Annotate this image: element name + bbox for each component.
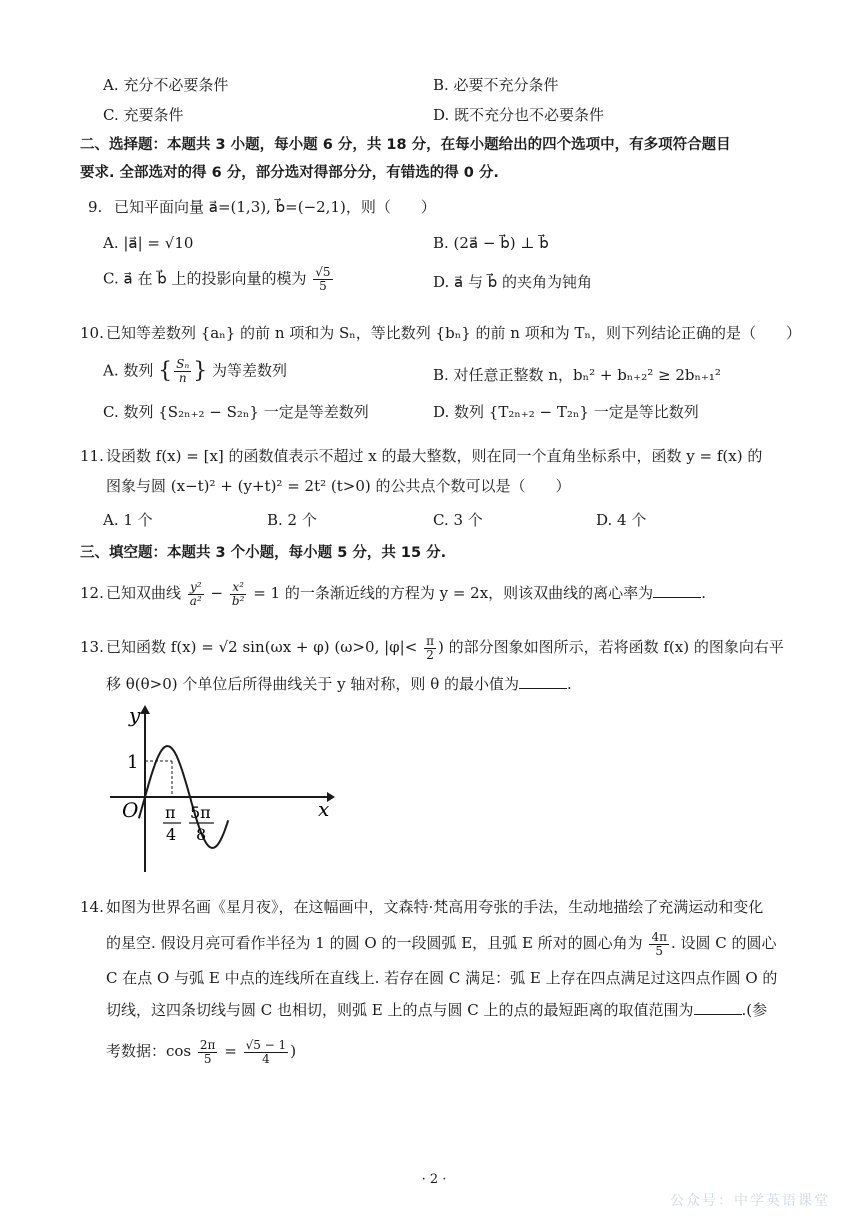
q10-number: 10.: [80, 324, 104, 342]
q12-fraction-y: $\frac{\text{y²}}{\text{a²}}$: [189, 579, 202, 608]
q11-option-b: B. 2 个: [267, 511, 317, 529]
q8-option-b: B. 必要不充分条件: [433, 76, 559, 94]
q11-stem-line1: 11. 设函数 f(x) = [x] 的函数值表示不超过 x 的最大整数，则在同一个直角坐标系中，函数 y = f(x) 的: [80, 447, 763, 465]
q12-number: 12.: [80, 584, 104, 602]
q13-stem-line2: 移 θ(θ>0) 个单位后所得曲线关于 y 轴对称，则 θ 的最小值为 .: [106, 675, 572, 693]
q14-stem-line4: 切线，这四条切线与圆 C 也相切，则弧 E 上的点与圆 C 上的点的最短距离的取值范围为 .(参: [106, 1001, 768, 1019]
x-tick-pi4-den: 4: [166, 825, 177, 844]
q14-number: 14.: [80, 898, 104, 916]
watermark: 公众号：中学英语课堂: [670, 1193, 830, 1209]
q14-fraction-2pi-5: $\frac{2\pi}{5}$: [199, 1037, 216, 1066]
q13-number: 13.: [80, 638, 104, 656]
q9-option-d: D. a⃗ 与 b⃗ 的夹角为钝角: [433, 273, 593, 291]
q8-option-a: A. 充分不必要条件: [103, 76, 229, 94]
q14-fraction-4pi-5: $\frac{4\pi}{5}$: [651, 929, 667, 958]
q12-answer-blank[interactable]: [653, 583, 701, 598]
q12-stem: 12. 已知双曲线 $\frac{\text{y²}}{\text{a²}}$ − $\frac{\text{x²}}{\text{b²}}$ = 1 的一条渐近线的方程为 y = 2x，则该双曲线的离心率为 .: [80, 579, 706, 608]
q9-option-c-text: C. a⃗ 在 b⃗ 上的投影向量的模为: [103, 269, 307, 288]
q11-option-c: C. 3 个: [433, 511, 483, 529]
q13-sine-graph: [105, 700, 335, 880]
q8-option-d: D. 既不充分也不必要条件: [433, 106, 605, 124]
x-tick-pi4-num: π: [165, 803, 176, 822]
x-axis-label: x: [318, 797, 330, 821]
y-axis-arrow-icon: [140, 705, 150, 714]
q13-answer-blank[interactable]: [519, 674, 567, 689]
q14-fraction-sqrt5: $\frac{√5 - 1}{4}$: [245, 1037, 287, 1066]
q10-option-a-fraction: $\frac{\text{Sₙ}}{n}$: [176, 357, 190, 385]
q14-stem-line3: C 在点 O 与弧 E 中点的连线所在直线上. 若存在圆 C 满足：弧 E 上存在四点满足过这四点作圆 O 的: [106, 969, 778, 987]
q13-stem-line1: 13. 已知函数 f(x) = √2 sin(ωx + φ) (ω>0, |φ|< $\frac{\pi}{2}$ ) 的部分图象如图所示，若将函数 f(x) 的图象向右平: [80, 633, 784, 662]
q14-stem-line5: 考数据：cos $\frac{2\pi}{5}$ = $\frac{√5 - 1}{4}$ ): [106, 1037, 297, 1066]
x-tick-5pi8-num: 5π: [190, 803, 211, 822]
section2-heading-line1: 二、选择题：本题共 3 小题，每小题 6 分，共 18 分，在每小题给出的四个选项中，有多项符合题目: [80, 137, 731, 153]
q9-option-c-fraction: $\frac{√5}{5}$: [315, 265, 331, 293]
q10-stem-text: 已知等差数列 {aₙ} 的前 n 项和为 Sₙ，等比数列 {bₙ} 的前 n 项和为 Tₙ，则下列结论正确的是（ ）: [106, 324, 801, 342]
q11-stem-line2: 图象与圆 (x−t)² + (y+t)² = 2t² (t>0) 的公共点个数可以是（ ）: [106, 477, 571, 495]
q10-option-b: B. 对任意正整数 n，bₙ² + bₙ₊₂² ≥ 2bₙ₊₁²: [433, 366, 721, 384]
q11-number: 11.: [80, 447, 104, 465]
y-axis-label: y: [129, 703, 141, 727]
y-tick-1: 1: [127, 752, 139, 773]
q9-option-b: B. (2a⃗ − b⃗) ⊥ b⃗: [433, 234, 549, 252]
page-number: · 2 ·: [421, 1172, 447, 1187]
q10-option-d: D. 数列 {T₂ₙ₊₂ − T₂ₙ} 一定是等比数列: [433, 403, 699, 421]
section3-heading: 三、填空题：本题共 3 个小题，每小题 5 分，共 15 分.: [80, 545, 447, 561]
q12-fraction-x: $\frac{\text{x²}}{\text{b²}}$: [231, 579, 245, 608]
q13-fraction-pi-2: $\frac{\pi}{2}$: [426, 633, 434, 662]
q14-stem-line2: 的星空. 假设月亮可看作半径为 1 的圆 O 的一段圆弧 E，且弧 E 所对的圆心角为 $\frac{4\pi}{5}$ . 设圆 C 的圆心: [106, 929, 777, 958]
q14-stem-line1: 14. 如图为世界名画《星月夜》，在这幅画中，文森特·梵高用夸张的手法，生动地描绘了充满运动和变化: [80, 898, 764, 916]
q14-answer-blank[interactable]: [694, 1000, 742, 1015]
q8-option-c: C. 充要条件: [103, 106, 184, 124]
x-tick-5pi8-den: 8: [196, 825, 207, 844]
q10-option-a: A. 数列 { $\frac{\text{Sₙ}}{n}$ } 为等差数列: [103, 357, 288, 385]
q11-option-a: A. 1 个: [103, 511, 153, 529]
q11-option-d: D. 4 个: [596, 511, 647, 529]
q9-number: 9.: [88, 198, 103, 216]
q10-option-c: C. 数列 {S₂ₙ₊₂ − S₂ₙ} 一定是等差数列: [103, 403, 369, 421]
section2-heading-line2: 要求. 全部选对的得 6 分，部分选对得部分分，有错选的得 0 分.: [80, 165, 499, 181]
q9-stem-text: 已知平面向量 a⃗=(1,3), b⃗=(−2,1)，则（ ）: [114, 198, 436, 216]
q9-option-a: A. |a⃗| = √10: [103, 234, 194, 252]
q9-option-c: [103, 266, 335, 293]
q10-stem: [80, 322, 801, 344]
origin-label: O: [122, 798, 139, 822]
q9-stem: [88, 196, 436, 218]
